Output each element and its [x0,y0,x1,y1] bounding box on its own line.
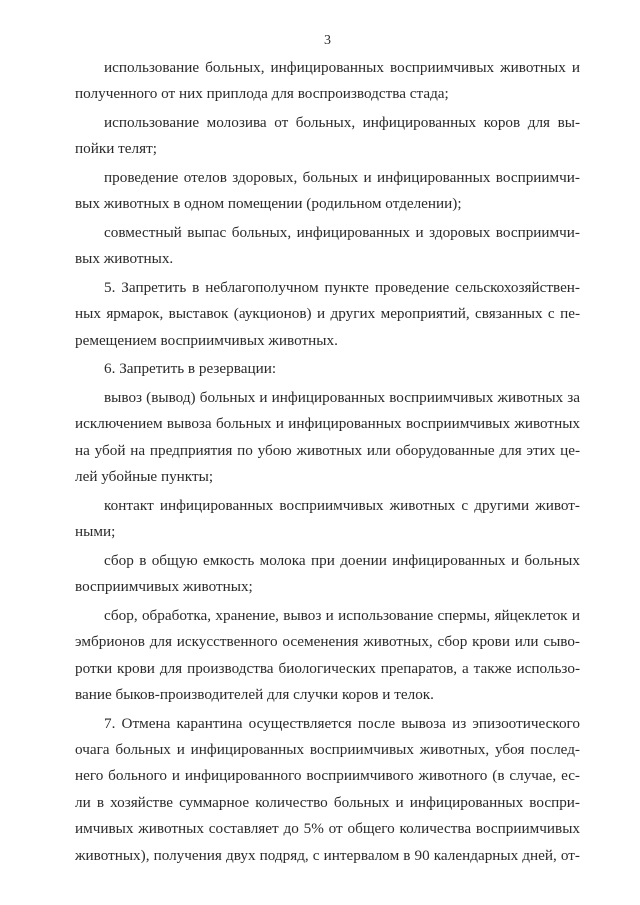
text-line: 5. Запретить в неблагополучном пункте проведение сельскохозяйствен- [104,279,580,296]
text-line: лей убойные пункты; [75,468,214,486]
text-line: ных ярмарок, выставок (аукционов) и других мероприятий, связанных с пе- [75,305,580,323]
text-line: 6. Запретить в резервации: [104,360,277,378]
text-line: контакт инфицированных восприимчивых животных с другими живот- [104,496,580,514]
text-line: животных), получения двух подряд, с интервалом в 90 календарных дней, от- [75,846,580,864]
text-line: пойки телят; [75,140,157,158]
text-line: вых животных в одном помещении (родильном отделении); [75,195,462,213]
text-line: 7. Отмена карантина осуществляется после вывоза из эпизоотического [104,714,580,732]
text-line: восприимчивых животных; [75,578,253,596]
text-line: вых животных. [75,250,174,268]
text-line: эмбрионов для искусственного осеменения животных, сбор крови или сыво- [75,633,580,651]
text-line: ными; [75,523,116,541]
text-line: ли в хозяйстве суммарное количество больных и инфицированных воспри- [75,793,580,811]
text-line: использование молозива от больных, инфицированных коров для вы- [104,114,580,131]
text-line: очага больных и инфицированных восприимчивых животных, убоя послед- [75,741,580,758]
text-line: полученного от них приплода для воспроизводства стада; [75,85,449,103]
text-line: вывоз (вывод) больных и инфицированных восприимчивых животных за [104,389,580,406]
text-line: использование больных, инфицированных восприимчивых животных и [104,59,580,76]
page-number: 3 [324,33,331,48]
text-line: сбор, обработка, хранение, вывоз и использование спермы, яйцеклеток и [104,606,580,624]
text-line: на убой на предприятия по убою животных или оборудованные для этих це- [75,441,580,459]
text-line: вание быков-производителей для случки коров и телок. [75,686,434,703]
text-line: имчивых животных составляет до 5% от общего количества восприимчивых [75,820,580,838]
text-line: сбор в общую емкость молока при доении инфицированных и больных [104,551,580,569]
text-line: него больного и инфицированного восприимчивого животного (в случае, ес- [75,767,580,785]
text-line: исключением вывоза больных и инфицированных восприимчивых животных [75,415,580,433]
text-line: совместный выпас больных, инфицированных и здоровых восприимчи- [104,224,580,241]
text-line: ремещением восприимчивых животных. [75,331,338,349]
text-line: проведение отелов здоровых, больных и инфицированных восприимчи- [104,169,580,186]
text-line: ротки крови для производства биологических препаратов, а также использо- [75,659,580,677]
